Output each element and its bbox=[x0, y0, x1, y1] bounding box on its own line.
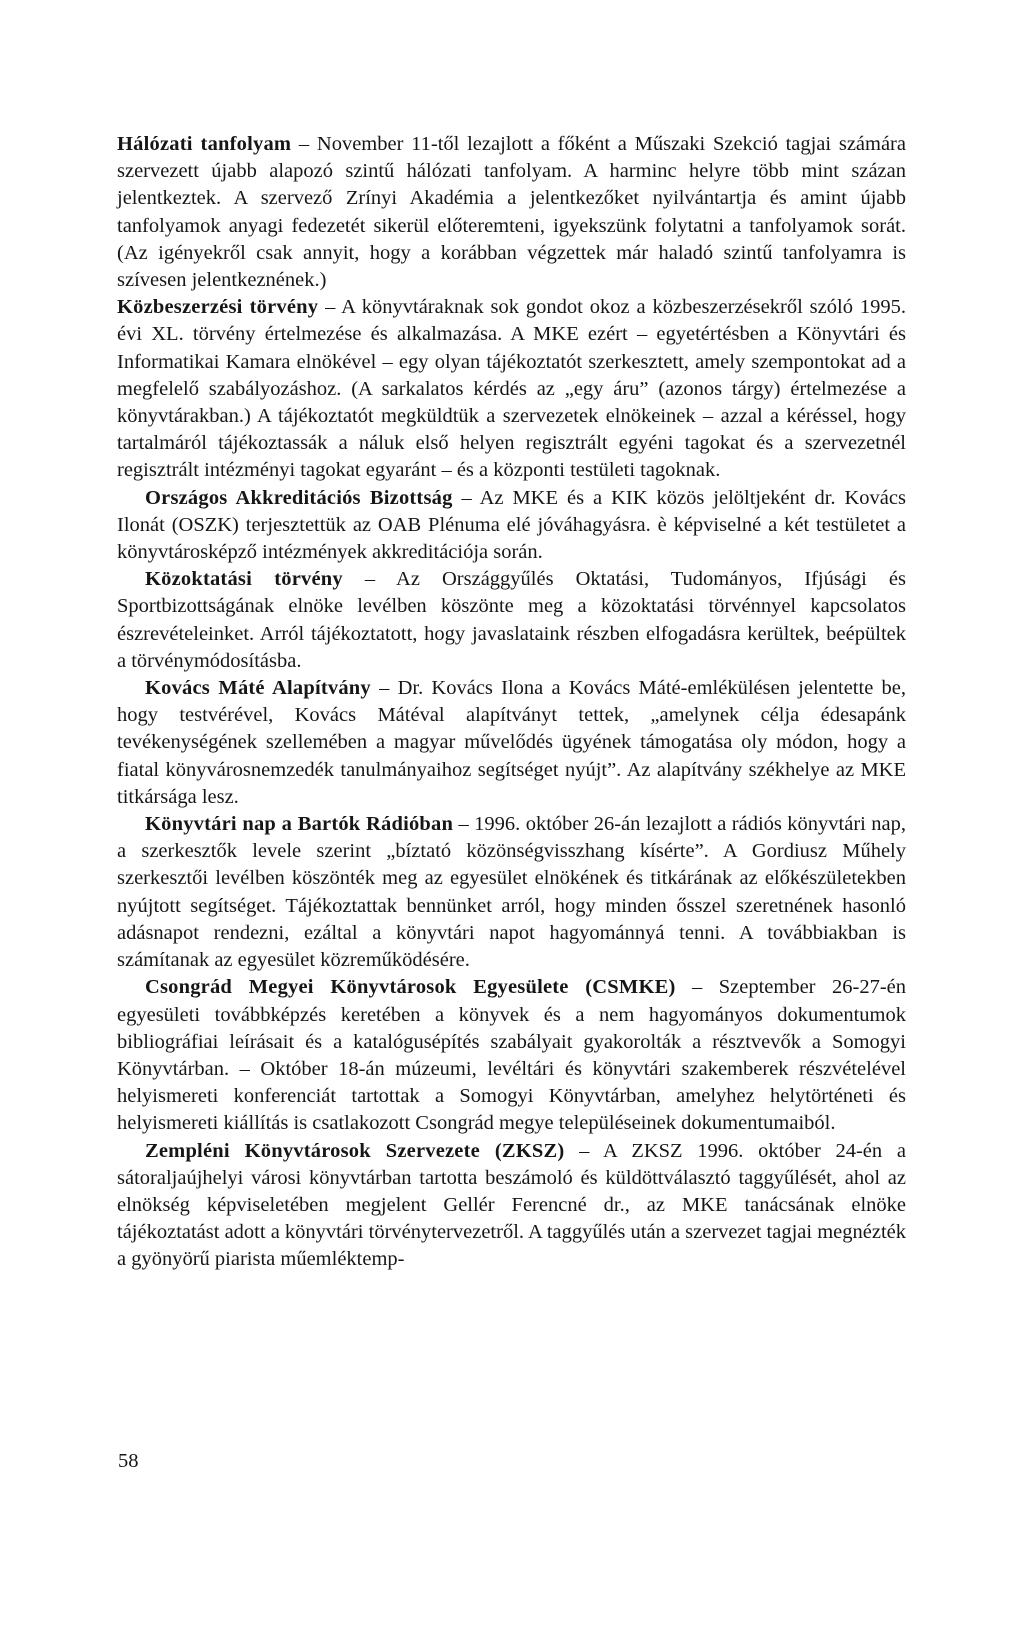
heading-orszagos-akkreditacios-bizottsag: Országos Akkreditációs Bizottság bbox=[145, 486, 453, 509]
body-zksz: – A ZKSZ 1996. október 24-én a sátoraljaújhelyi városi könyvtárban tartotta beszámoló és küldöttválasztó taggyűlését, ahol az elnökség képviseletében megjelent Gellér Ferencné dr., az MKE tanácsának elnöke tájékoztatást adott a könyvtári törvénytervezetről. A taggyűlés után a szervezet tagjai megnézték a gyönyörű piarista műemléktemp- bbox=[117, 1139, 906, 1271]
heading-kozoktatasi-torveny: Közoktatási törvény bbox=[145, 568, 343, 591]
paragraph-kozbeszerzesi-torveny bbox=[117, 294, 906, 484]
heading-konyvtari-nap: Könyvtári nap a Bartók Rádióban bbox=[145, 813, 454, 836]
page-number: 58 bbox=[118, 1450, 139, 1472]
heading-csmke: Csongrád Megyei Könyvtárosok Egyesülete (CSMKE) bbox=[145, 976, 676, 999]
paragraph-csmke bbox=[117, 974, 906, 1137]
paragraph-halozati-tanfolyam bbox=[117, 131, 906, 294]
body-csmke: – Szeptember 26-27-én egyesületi továbbképzés keretében a könyvek és a nem hagyományos dokumentumok bibliográfiai leírásait és a katalógusépítés szabályait gyakorolták a résztvevők a Somogyi Könyvtárban. – Október 18-án múzeumi, levéltári és könyvtári szakemberek részvételével helyismereti konferenciát tartottak a Somogyi Könyvtárban, amelyhez helytörténeti és helyismereti kiállítás is csatlakozott Csongrád megye településeinek dokumentumaiból. bbox=[117, 976, 906, 1135]
heading-kovacs-mate-alapitvany: Kovács Máté Alapítvány bbox=[145, 677, 371, 700]
paragraph-kovacs-mate-alapitvany bbox=[117, 675, 906, 811]
body-konyvtari-nap: – 1996. október 26-án lezajlott a rádiós könyvtári nap, a szerkesztők levele szerint „bíztató közönségvisszhang kísérte”. A Gordiusz Műhely szerkesztői levélben köszönték meg az egyesület elnökének és titkárának az előkészületekben nyújtott segítséget. Tájékoztattak bennünket arról, hogy minden ősszel szeretnének hasonló adásnapot rendezni, ezáltal a könyvtári napot hagyománnyá tenni. A továbbiakban is számítanak az egyesület közreműködésére. bbox=[117, 813, 906, 972]
body-kozbeszerzesi-torveny: – A könyvtáraknak sok gondot okoz a közbeszerzésekről szóló 1995. évi XL. törvény értelmezése és alkalmazása. A MKE ezért – egyetértésben a Könyvtári és Informatikai Kamara elnökével – egy olyan tájékoztatót szerkesztett, amely szempontokat ad a megfelelő szabályozáshoz. (A sarkalatos kérdés az „egy áru” (azonos tárgy) értelmezése a könyvtárakban.) A tájékoztatót megküldtük a szervezetek elnökeinek – azzal a kéréssel, hogy tartalmáról tájékoztassák a náluk első helyen regisztrált egyéni tagokat és a szervezetnél regisztrált intézményi tagokat egyaránt – és a központi testületi tagoknak. bbox=[117, 296, 906, 482]
heading-kozbeszerzesi-torveny: Közbeszerzési törvény bbox=[117, 296, 319, 319]
body-kozoktatasi-torveny: – Az Országgyűlés Oktatási, Tudományos, Ifjúsági és Sportbizottságának elnöke levélben köszönte meg a közoktatási törvénnyel kapcsolatos észrevételeinket. Arról tájékoztatott, hogy javaslataink részben elfogadásra kerültek, beépültek a törvénymódosításba. bbox=[117, 568, 907, 672]
body-kovacs-mate-alapitvany: – Dr. Kovács Ilona a Kovács Máté-emlékülésen jelentette be, hogy testvérével, Kovács Mátéval alapítványt tettek, „amelynek célja édesapánk tevékenységének szellemében a magyar művelődés ügyének támogatása oly módon, hogy a fiatal könyvárosnemzedék tanulmányaihoz segítséget nyújt”. Az alapítvány székhelye az MKE titkársága lesz. bbox=[117, 677, 907, 808]
paragraph-orszagos-akkreditacios-bizottsag bbox=[117, 485, 906, 567]
paragraph-kozoktatasi-torveny bbox=[117, 566, 906, 675]
heading-halozati-tanfolyam: Hálózati tanfolyam bbox=[117, 133, 292, 155]
heading-zksz: Zempléni Könyvtárosok Szervezete (ZKSZ) bbox=[145, 1139, 565, 1162]
page-text bbox=[117, 131, 906, 1274]
paragraph-konyvtari-nap bbox=[117, 811, 906, 974]
body-orszagos-akkreditacios-bizottsag: – Az MKE és a KIK közös jelöltjeként dr. Kovács Ilonát (OSZK) terjesztettük az OAB Plénuma elé jóváhagyásra. è képviselné a két testületet a könyvtárosképző intézmények akkreditációja során. bbox=[117, 486, 906, 564]
paragraph-zksz bbox=[117, 1138, 906, 1274]
body-halozati-tanfolyam: – November 11-től lezajlott a főként a Műszaki Szekció tagjai számára szervezett újabb alapozó szintű hálózati tanfolyam. A harminc helyre több mint százan jelentkeztek. A szervező Zrínyi Akadémia a jelentkezőket nyilvántartja és amint újabb tanfolyamok anyagi fedezetét sikerül előteremteni, igyekszünk folytatni a tanfolyamok sorát. (Az igényekről csak annyit, hogy a korábban végzettek már haladó szintű tanfolyamra is szívesen jelentkeznének.) bbox=[117, 133, 906, 292]
